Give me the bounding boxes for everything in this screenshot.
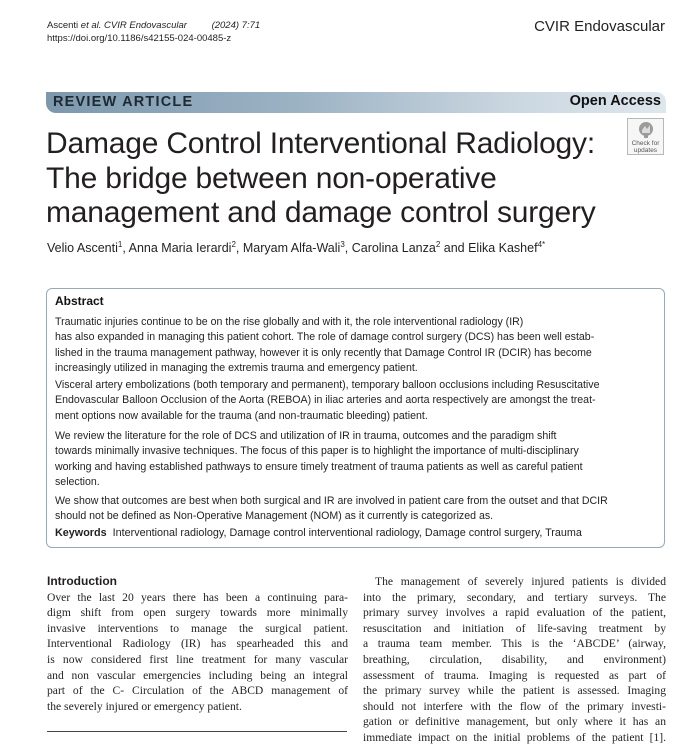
article-type-banner xyxy=(46,92,666,113)
author-affiliation: 2 xyxy=(435,240,441,249)
author-name[interactable]: Carolina Lanza xyxy=(351,241,436,256)
intro-heading: Introduction xyxy=(47,574,117,588)
abstract-paragraph xyxy=(55,494,661,525)
abstract-paragraph xyxy=(55,378,661,424)
abstract-paragraph xyxy=(55,315,661,376)
intro-right-column xyxy=(363,574,666,746)
intro-left-column xyxy=(47,574,348,714)
check-updates-icon xyxy=(638,121,654,139)
body-line: Over the last 20 years there has been a continuing para- xyxy=(47,590,348,604)
article-title xyxy=(46,127,616,231)
citation-line xyxy=(47,19,260,32)
abstract-line: Visceral artery embolizations (both temporary and permanent), temporary balloon occlusions including Resuscitative xyxy=(55,379,600,391)
open-access-label: Open Access xyxy=(569,93,661,109)
body-line: should not interfere with the flow of the primary investi- xyxy=(363,699,666,713)
citation-authors: Ascenti xyxy=(47,20,79,31)
author-name[interactable]: Elika Kashef xyxy=(468,241,538,256)
citation-block xyxy=(47,19,260,45)
author-name[interactable]: Velio Ascenti xyxy=(47,241,118,256)
abstract-line: increasingly utilized in managing the extremis trauma and emergency patient. xyxy=(55,361,418,374)
abstract-line: selection. xyxy=(55,475,100,488)
abstract-line: We review the literature for the role of DCS and utilization of IR in trauma, outcomes and the paradigm shift xyxy=(55,430,557,442)
author-affiliation: 4* xyxy=(537,240,546,249)
abstract-line: Endovascular Balloon Occlusion of the Aorta (REBOA) in iliac arteries and aorta respectively are amongst the treat- xyxy=(55,394,596,407)
check-updates-line2: updates xyxy=(633,147,658,154)
body-line: is now considered first line treatment for many vascular xyxy=(47,652,348,666)
body-line: resuscitation and initiation of life-saving treatment by xyxy=(363,621,666,635)
body-line: the primary survey while the patient is assessed. Imaging xyxy=(363,684,666,698)
citation-journal: et al. CVIR Endovascular xyxy=(80,20,187,31)
abstract-line: towards minimally invasive techniques. The focus of this paper is to highlight the importance of multi-disciplinary xyxy=(55,445,579,458)
body-line: part of the C- Circulation of the ABCD management of xyxy=(47,684,348,698)
abstract-box xyxy=(46,288,665,548)
abstract-line: ment options now available for the trauma (and non-traumatic bleeding) patient. xyxy=(55,409,428,422)
body-line: The management of severely injured patients is divided xyxy=(375,575,666,588)
check-updates-text xyxy=(628,140,663,154)
keywords-row xyxy=(55,527,582,539)
abstract-line: Traumatic injuries continue to be on the rise globally and with it, the role interventional radiology (IR) xyxy=(55,316,524,328)
body-line: primary survey involves a rapid evaluation of the patient, xyxy=(363,606,666,620)
title-line: Damage Control Interventional Radiology: xyxy=(46,127,595,160)
author-affiliation: 2 xyxy=(231,240,236,249)
abstract-line: lished in the trauma management pathway, however it is only recently that Damage Control IR (DCIR) has become xyxy=(55,346,592,359)
title-line: The bridge between non-operative xyxy=(46,161,497,195)
author-list: Velio Ascenti$^1$, Anna Maria Ierardi$^2$, Maryam Alfa-Wali$^3$, Carolina Lanza$^2$ and Elika Kashef$^{4*}$ xyxy=(47,240,546,256)
abstract-line: should not be defined as Non-Operative Management (NOM) as it currently is categorized as. xyxy=(55,510,494,523)
body-line: gation or definitive management, but only where it has an xyxy=(363,715,666,729)
author-name[interactable]: Maryam Alfa-Wali xyxy=(242,241,341,256)
check-updates-line1: Check for xyxy=(631,140,660,147)
footnote-divider xyxy=(47,731,347,732)
body-line: digm shift from open surgery towards more minimally xyxy=(47,606,348,620)
keywords-label: Keywords xyxy=(55,527,107,539)
author-affiliation: 1 xyxy=(117,240,123,249)
article-type-label: REVIEW ARTICLE xyxy=(53,94,194,110)
body-line: invasive interventions to manage the surgical patient. xyxy=(47,621,348,635)
body-line: assessment of trauma. Imaging is requested as part of xyxy=(363,668,666,682)
abstract-line: has also expanded in managing this patient cohort. The role of damage control surgery (DCS) has been well estab- xyxy=(55,331,595,344)
abstract-line: We show that outcomes are best when both surgical and IR are involved in patient care from the outset and that DCIR xyxy=(55,495,608,507)
body-line: immediate impact on the initial problems of the patient [1]. xyxy=(363,730,666,744)
doi-link[interactable]: https://doi.org/10.1186/s42155-024-00485-z xyxy=(47,33,232,44)
abstract-heading: Abstract xyxy=(55,294,104,308)
body-line: a trauma team member. This is the ‘ABCDE’ (airway, xyxy=(363,637,666,651)
body-line: the severely injured or emergency patient. xyxy=(47,699,242,713)
body-line: Interventional Radiology (IR) has spearheaded this and xyxy=(47,637,348,651)
keywords-list: Interventional radiology, Damage control interventional radiology, Damage control surgery, Trauma xyxy=(112,527,582,539)
journal-name: CVIR Endovascular xyxy=(534,18,665,35)
check-for-updates-button[interactable] xyxy=(627,118,664,155)
title-line: management and damage control surgery xyxy=(46,196,596,229)
abstract-line: working and having established pathways to ensure timely treatment of trauma patients as well as careful patient xyxy=(55,460,583,473)
author-name[interactable]: Anna Maria Ierardi xyxy=(128,241,232,256)
abstract-paragraph xyxy=(55,429,661,490)
citation-year: (2024) 7:71 xyxy=(211,20,261,31)
body-line: and non vascular emergencies including being an integral xyxy=(47,668,348,682)
author-affiliation: 3 xyxy=(340,240,345,249)
body-line: breathing, circulation, disability, and environment) xyxy=(363,652,666,666)
body-line: into the primary, secondary, and tertiary surveys. The xyxy=(363,590,666,604)
